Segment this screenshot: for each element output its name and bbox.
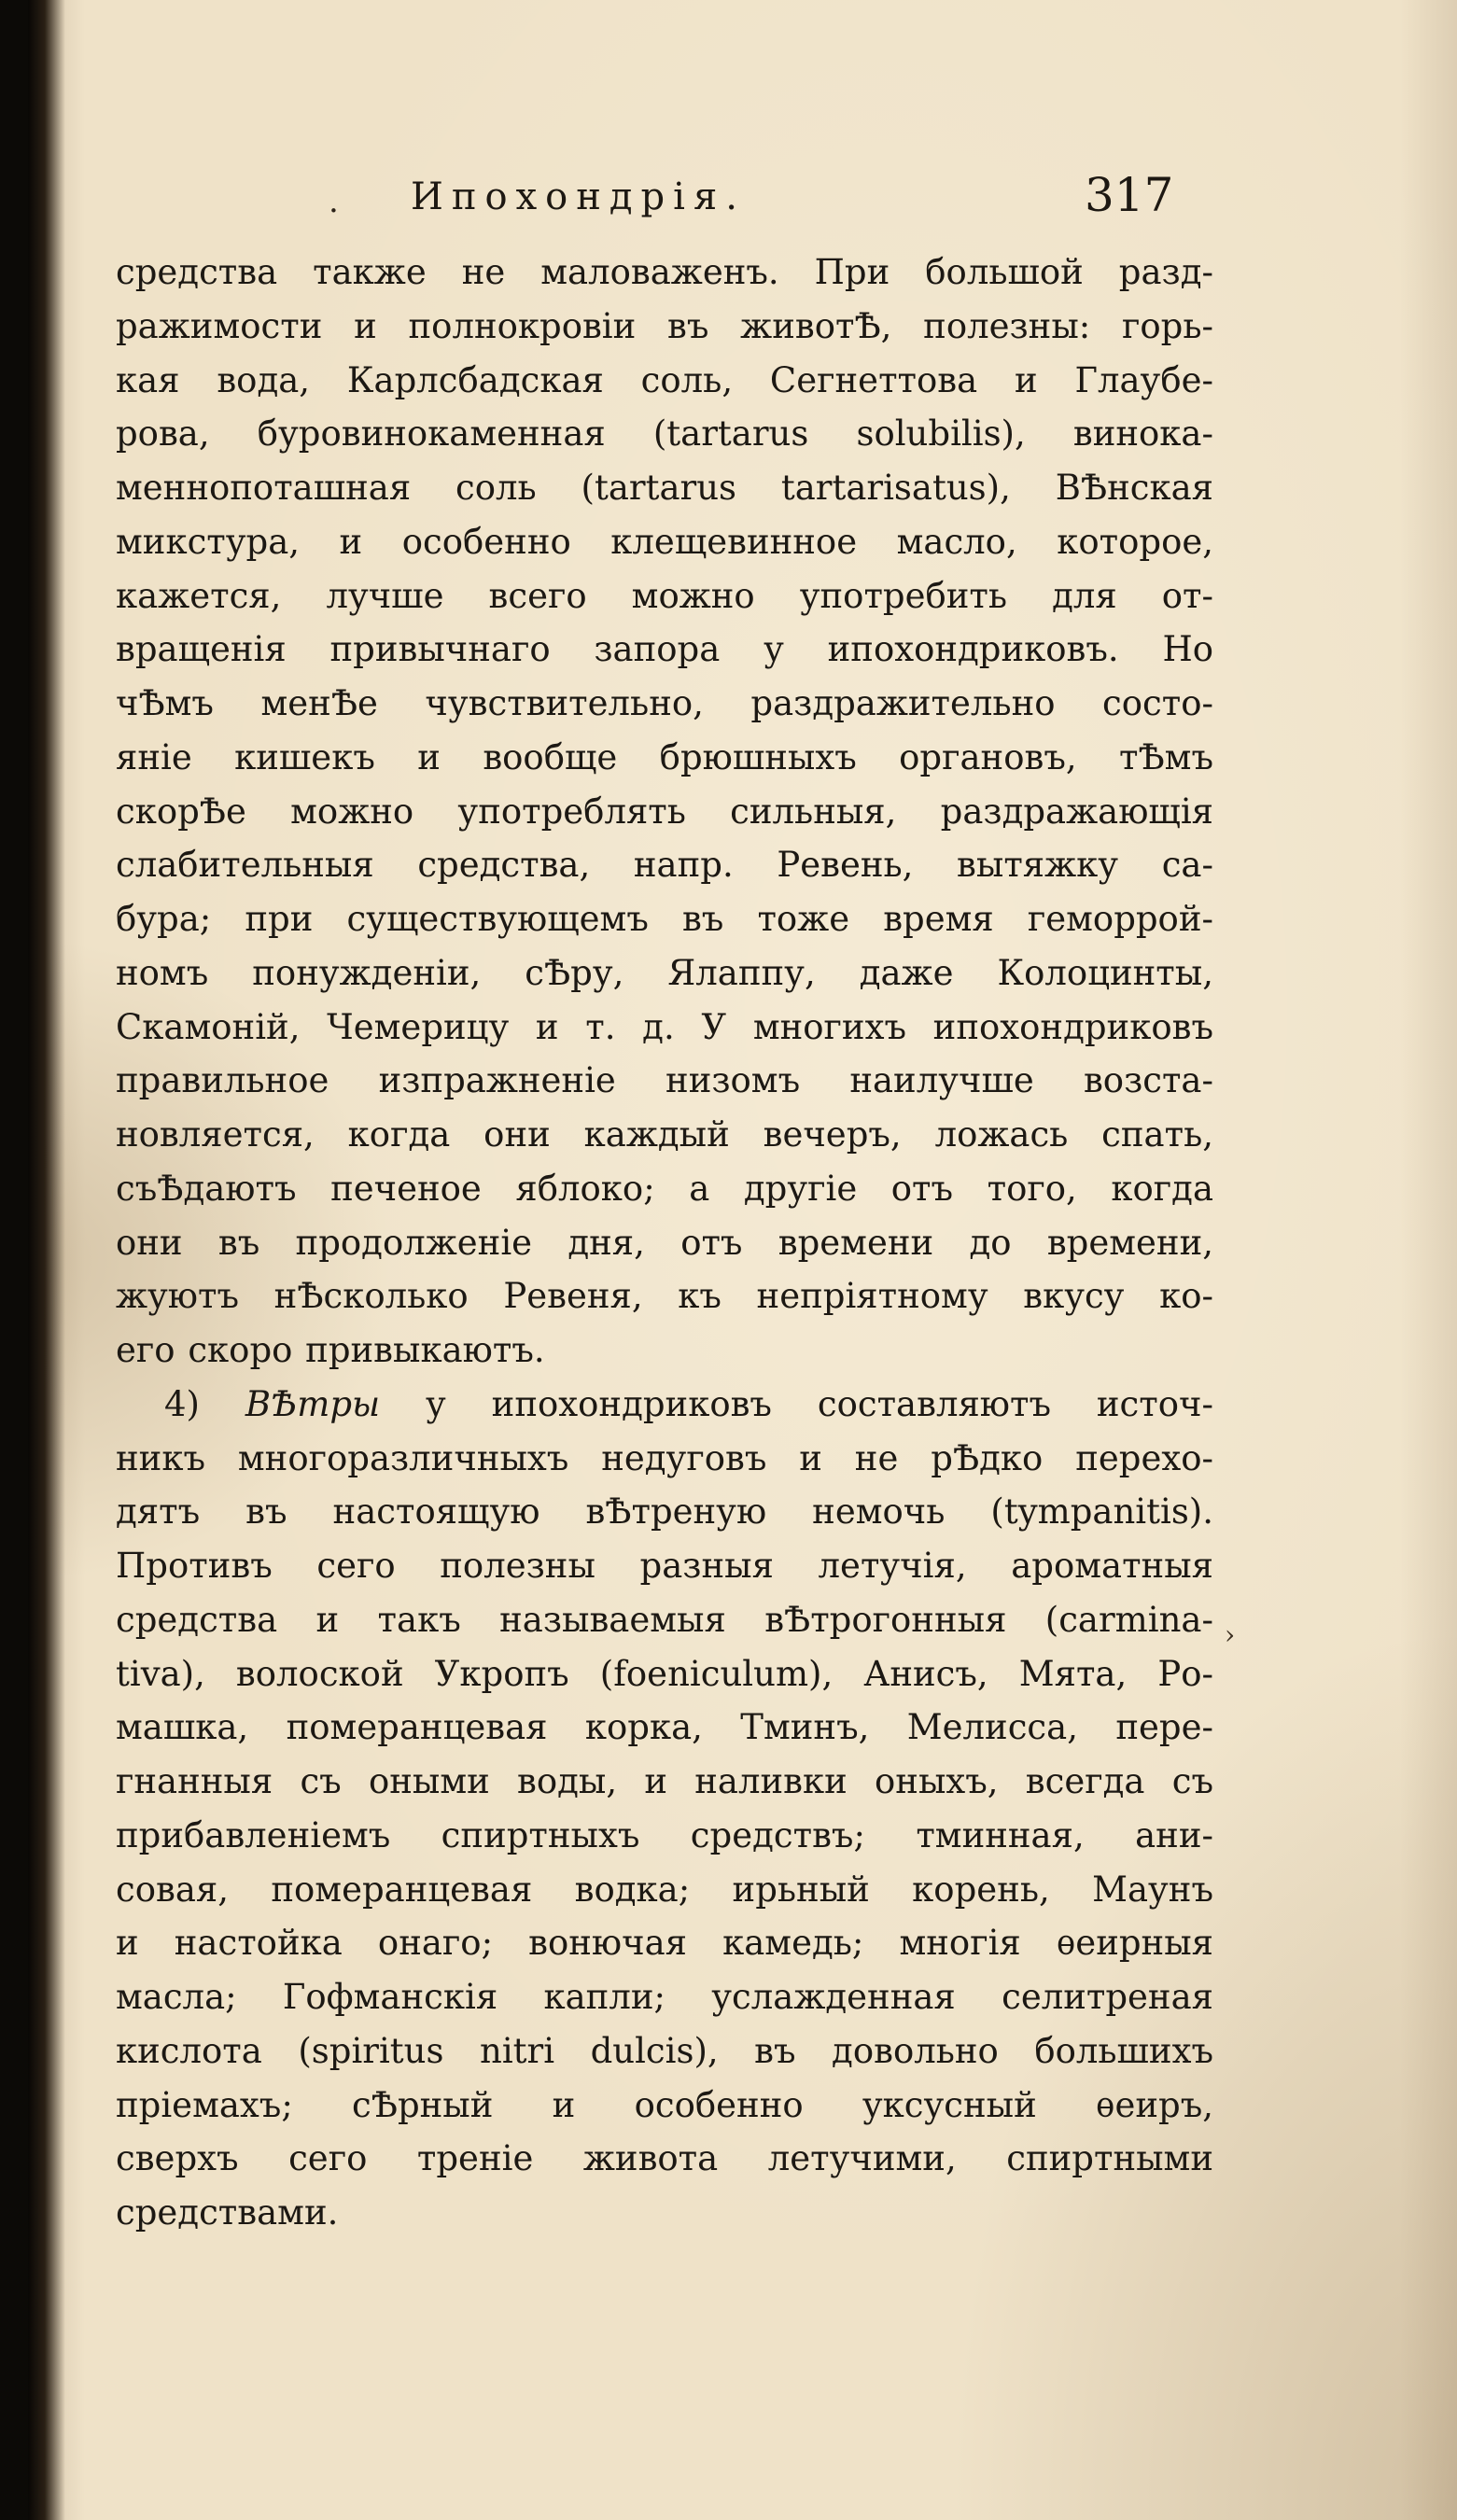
text-line: съѢдаютъ печеное яблоко; а другіе отъ того, когда — [116, 1168, 1213, 1209]
text-line: Скамоній, Чемерицу и т. д. У многихъ ипохондриковъ — [116, 1006, 1213, 1047]
text-line-paragraph-start: 4) ВѢтры у ипохондриковъ составляютъ источ- — [164, 1383, 1213, 1424]
text-line: номъ понужденіи, сѢру, Ялаппу, даже Колоцинты, — [116, 952, 1213, 993]
text-line: Противъ сего полезны разныя летучія, ароматныя — [116, 1546, 1213, 1586]
running-head — [0, 168, 1457, 231]
text-line-paragraph-end: его скоро привыкаютъ. — [116, 1330, 545, 1370]
text-line: кислота (spiritus nitri dulcis), въ довольно большихъ — [116, 2030, 1213, 2071]
text-line: кая вода, Карлсбадская соль, Сегнеттова и Глаубе- — [116, 359, 1213, 400]
text-line: микстура, и особенно клещевинное масло, которое, — [116, 521, 1213, 562]
text-line: бура; при существующемъ въ тоже время геморрой- — [116, 899, 1213, 939]
text-line: гнанныя съ оными воды, и наливки оныхъ, всегда съ — [116, 1761, 1213, 1801]
text-line: средства и такъ называемыя вѢтрогонныя (carmina- — [116, 1599, 1213, 1640]
text-line: они въ продолженіе дня, отъ времени до времени, — [116, 1222, 1213, 1263]
text-line: яніе кишекъ и вообще брюшныхъ органовъ, тѢмъ — [116, 736, 1213, 777]
text-line: меннопоташная соль (tartarus tartarisatus), ВѢнская — [116, 468, 1213, 508]
text-line: рова, буровинокаменная (tartarus solubilis), винока- — [116, 413, 1213, 455]
text-line: слабительныя средства, напр. Ревень, вытяжку са- — [116, 845, 1213, 886]
text-line: никъ многоразличныхъ недуговъ и не рѢдко перехо- — [116, 1437, 1213, 1478]
page-number: 317 — [1085, 168, 1174, 222]
italic-term: ВѢтры — [245, 1383, 381, 1424]
text-line: сверхъ сего треніе живота летучими, спиртными — [116, 2138, 1213, 2179]
text-line-paragraph-end: средствами. — [116, 2192, 339, 2233]
text-line: tiva), волоской Укропъ (foeniculum), Анисъ, Мята, Ро- — [116, 1653, 1213, 1694]
margin-speck: › — [1225, 1619, 1236, 1650]
text-line: средства также не маловаженъ. При большой разд- — [116, 252, 1213, 292]
text-line: скорѢе можно употреблять сильныя, раздражающія — [116, 791, 1213, 832]
text-line: вращенія привычнаго запора у ипохондриковъ. Но — [116, 629, 1213, 670]
running-head-dot: . — [329, 183, 339, 220]
text-line: дятъ въ настоящую вѢтреную немочь (tympanitis). — [116, 1491, 1213, 1533]
text-line: ражимости и полнокровіи въ животѢ, полезны: горь- — [116, 305, 1213, 346]
text-line: и настойка онаго; вонючая камедь; многія ѳеирныя — [116, 1923, 1213, 1964]
text-line: пріемахъ; сѢрный и особенно уксусный ѳеиръ, — [116, 2084, 1213, 2125]
body-text — [116, 245, 1213, 2240]
text-line: правильное изпражненіе низомъ наилучше возста- — [116, 1060, 1213, 1101]
text-line: прибавленіемъ спиртныхъ средствъ; тминная, ани- — [116, 1814, 1213, 1855]
spine-shadow — [28, 0, 65, 2520]
running-head-title: Ипохондрія. — [411, 175, 746, 218]
text-line: чѢмъ менѢе чувствительно, раздражительно состо- — [116, 683, 1213, 723]
text-line: совая, померанцевая водка; ирьный корень, Маунъ — [116, 1869, 1213, 1910]
text-line: новляется, когда они каждый вечеръ, ложась спать, — [116, 1114, 1213, 1155]
text-line: масла; Гофманскія капли; услажденная селитреная — [116, 1977, 1213, 2017]
text-line: машка, померанцевая корка, Тминъ, Мелисса, пере- — [116, 1707, 1213, 1748]
text-line: кажется, лучше всего можно употребить для от- — [116, 575, 1213, 616]
text-line: жуютъ нѢсколько Ревеня, къ непріятному вкусу ко- — [116, 1276, 1213, 1317]
